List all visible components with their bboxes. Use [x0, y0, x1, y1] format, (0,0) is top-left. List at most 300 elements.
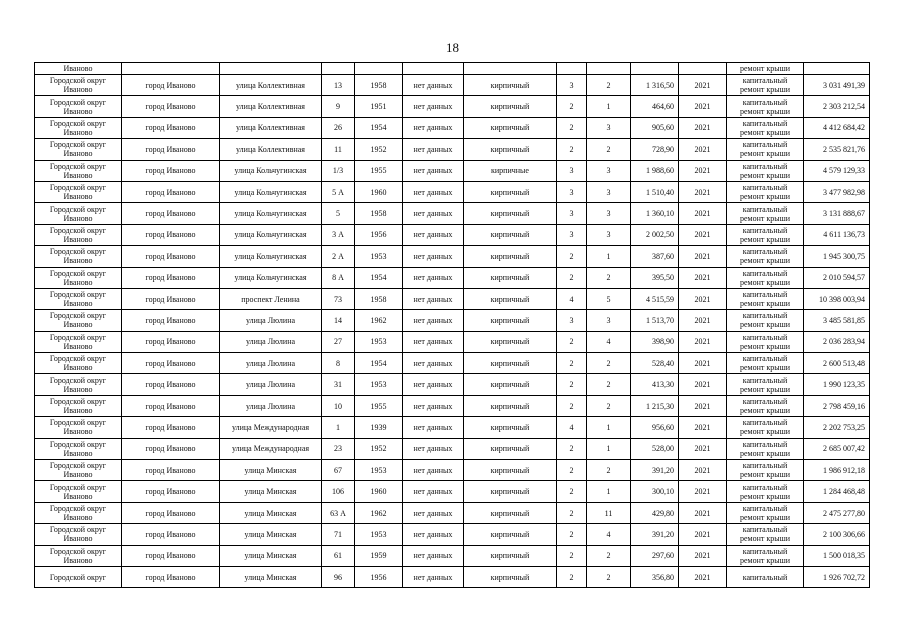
floors-cell: 2 — [557, 139, 587, 160]
table-row — [35, 331, 870, 352]
year-work-cell: 2021 — [679, 481, 727, 502]
table-row — [35, 203, 870, 224]
city-cell: город Иваново — [122, 481, 220, 502]
house-cell: 2 А — [322, 246, 355, 267]
district-cell — [35, 117, 122, 138]
year-built-cell: 1953 — [355, 374, 403, 395]
year-work-cell: 2021 — [679, 524, 727, 545]
district-cell — [35, 524, 122, 545]
work-type-cell — [727, 160, 804, 181]
wall-material-cell: кирпичный — [464, 96, 557, 117]
year-work-cell: 2021 — [679, 288, 727, 309]
wall-material-cell: кирпичный — [464, 502, 557, 523]
city-cell: город Иваново — [122, 139, 220, 160]
district-cell-line: Городской округ — [49, 439, 107, 449]
district-cell — [35, 353, 122, 374]
entrances-cell: 2 — [587, 267, 631, 288]
work-type-cell — [727, 481, 804, 502]
city-cell: город Иваново — [122, 524, 220, 545]
work-type-cell — [727, 417, 804, 438]
work-type-cell-line: ремонт крыши — [739, 170, 791, 180]
cost-cell: 3 477 982,98 — [804, 181, 870, 202]
floors-cell: 3 — [557, 203, 587, 224]
house-cell: 73 — [322, 288, 355, 309]
table-row — [35, 417, 870, 438]
year-built-cell: 1939 — [355, 417, 403, 438]
district-cell-line: Городской округ — [49, 525, 107, 535]
work-type-cell — [727, 374, 804, 395]
street-cell: улица Коллективная — [220, 75, 322, 96]
year-work-cell: 2021 — [679, 502, 727, 523]
area-cell: 1 316,50 — [631, 75, 679, 96]
district-cell — [35, 96, 122, 117]
work-type-cell-line: ремонт крыши — [739, 85, 791, 95]
area-cell: 413,30 — [631, 374, 679, 395]
district-cell-line: Городской округ — [49, 482, 107, 492]
district-cell-line: Городской округ — [49, 311, 107, 321]
district-cell-line: Городской округ — [49, 572, 107, 582]
work-type-cell-line: капитальный — [742, 76, 788, 86]
wall-material-cell: кирпичный — [464, 566, 557, 587]
house-cell: 106 — [322, 481, 355, 502]
house-cell: 13 — [322, 75, 355, 96]
series-cell: нет данных — [403, 203, 464, 224]
year-built-cell: 1953 — [355, 460, 403, 481]
series-cell: нет данных — [403, 524, 464, 545]
district-cell — [35, 417, 122, 438]
entrances-cell: 2 — [587, 374, 631, 395]
year-work-cell: 2021 — [679, 331, 727, 352]
district-cell — [35, 460, 122, 481]
street-cell: улица Минская — [220, 524, 322, 545]
year-work-cell: 2021 — [679, 160, 727, 181]
series-cell: нет данных — [403, 374, 464, 395]
work-type-cell — [727, 331, 804, 352]
street-cell: улица Кольчугинская — [220, 203, 322, 224]
work-type-cell — [727, 224, 804, 245]
district-cell-line: Иваново — [63, 213, 93, 223]
year-built-cell: 1954 — [355, 353, 403, 374]
work-type-cell — [727, 353, 804, 374]
wall-material-cell: кирпичный — [464, 310, 557, 331]
wall-material-cell: кирпичный — [464, 331, 557, 352]
district-cell — [35, 224, 122, 245]
year-work-cell: 2021 — [679, 224, 727, 245]
house-cell: 3 А — [322, 224, 355, 245]
district-cell — [35, 181, 122, 202]
work-type-cell — [727, 75, 804, 96]
house-cell: 14 — [322, 310, 355, 331]
floors-cell: 2 — [557, 96, 587, 117]
work-type-cell-line: ремонт крыши — [739, 555, 791, 565]
cost-cell: 2 798 459,16 — [804, 395, 870, 416]
series-cell: нет данных — [403, 267, 464, 288]
entrances-cell: 2 — [587, 75, 631, 96]
district-cell-line: Иваново — [63, 170, 93, 180]
city-cell: город Иваново — [122, 438, 220, 459]
table-row — [35, 181, 870, 202]
work-type-cell-line: капитальный — [742, 418, 788, 428]
work-type-cell-line: ремонт крыши — [739, 277, 791, 287]
year-built-cell: 1953 — [355, 331, 403, 352]
district-cell — [35, 502, 122, 523]
district-cell-line: Иваново — [63, 277, 93, 287]
work-type-cell — [727, 139, 804, 160]
year-work-cell — [679, 63, 727, 75]
series-cell: нет данных — [403, 395, 464, 416]
cost-cell: 4 412 684,42 — [804, 117, 870, 138]
city-cell: город Иваново — [122, 395, 220, 416]
city-cell: город Иваново — [122, 203, 220, 224]
year-work-cell: 2021 — [679, 310, 727, 331]
table-row — [35, 267, 870, 288]
house-cell: 31 — [322, 374, 355, 395]
wall-material-cell: кирпичный — [464, 395, 557, 416]
year-work-cell: 2021 — [679, 96, 727, 117]
district-cell-line: Городской округ — [49, 118, 107, 128]
district-cell-line: Городской округ — [49, 183, 107, 193]
area-cell: 528,40 — [631, 353, 679, 374]
city-cell: город Иваново — [122, 117, 220, 138]
city-cell: город Иваново — [122, 75, 220, 96]
entrances-cell: 3 — [587, 160, 631, 181]
work-type-cell-line: капитальный — [742, 183, 788, 193]
work-type-cell-line: ремонт крыши — [739, 384, 791, 394]
year-built-cell: 1952 — [355, 438, 403, 459]
district-cell-line: Иваново — [63, 448, 93, 458]
district-cell-line: Иваново — [63, 341, 93, 351]
city-cell: город Иваново — [122, 224, 220, 245]
cost-cell: 1 945 300,75 — [804, 246, 870, 267]
district-cell — [35, 75, 122, 96]
wall-material-cell: кирпичный — [464, 117, 557, 138]
work-type-cell-line: ремонт крыши — [739, 534, 791, 544]
district-cell-line: Городской округ — [49, 375, 107, 385]
work-type-cell-line: капитальный — [742, 439, 788, 449]
wall-material-cell: кирпичный — [464, 246, 557, 267]
table-row — [35, 438, 870, 459]
year-built-cell: 1953 — [355, 246, 403, 267]
work-type-cell — [727, 395, 804, 416]
street-cell: улица Кольчугинская — [220, 246, 322, 267]
street-cell: проспект Ленина — [220, 288, 322, 309]
city-cell: город Иваново — [122, 502, 220, 523]
series-cell: нет данных — [403, 117, 464, 138]
work-type-cell — [727, 288, 804, 309]
entrances-cell: 2 — [587, 545, 631, 566]
house-cell: 27 — [322, 331, 355, 352]
work-type-cell-line: ремонт крыши — [739, 299, 791, 309]
floors-cell: 2 — [557, 353, 587, 374]
area-cell: 1 360,10 — [631, 203, 679, 224]
work-type-cell — [727, 460, 804, 481]
entrances-cell: 3 — [587, 181, 631, 202]
house-cell: 67 — [322, 460, 355, 481]
wall-material-cell: кирпичный — [464, 75, 557, 96]
table-row — [35, 460, 870, 481]
street-cell: улица Коллективная — [220, 139, 322, 160]
district-cell — [35, 139, 122, 160]
year-built-cell: 1955 — [355, 160, 403, 181]
district-cell — [35, 331, 122, 352]
wall-material-cell: кирпичный — [464, 438, 557, 459]
series-cell: нет данных — [403, 353, 464, 374]
floors-cell: 4 — [557, 288, 587, 309]
year-built-cell: 1954 — [355, 267, 403, 288]
house-cell: 5 — [322, 203, 355, 224]
district-cell-line: Иваново — [63, 406, 93, 416]
year-built-cell: 1951 — [355, 96, 403, 117]
work-type-cell — [727, 203, 804, 224]
street-cell: улица Люлина — [220, 331, 322, 352]
year-built-cell: 1958 — [355, 75, 403, 96]
work-type-cell-line: капитальный — [742, 268, 788, 278]
district-cell-line: Городской округ — [49, 546, 107, 556]
table-row — [35, 75, 870, 96]
work-type-cell-line: ремонт крыши — [739, 513, 791, 522]
floors-cell: 2 — [557, 395, 587, 416]
wall-material-cell: кирпичный — [464, 545, 557, 566]
district-cell-line: Иваново — [63, 534, 93, 544]
house-cell: 8 А — [322, 267, 355, 288]
district-cell — [35, 545, 122, 566]
work-type-cell-line: капитальный — [742, 204, 788, 214]
district-cell-line: Городской округ — [49, 290, 107, 300]
work-type-cell-line: капитальный — [742, 332, 788, 342]
city-cell: город Иваново — [122, 96, 220, 117]
cost-cell: 3 131 888,67 — [804, 203, 870, 224]
district-cell-line: Городской округ — [49, 204, 107, 214]
district-cell-line: Иваново — [63, 320, 93, 330]
street-cell: улица Люлина — [220, 353, 322, 374]
district-cell-line: Городской округ — [49, 397, 107, 407]
house-cell: 8 — [322, 353, 355, 374]
street-cell: улица Минская — [220, 481, 322, 502]
work-type-cell — [727, 524, 804, 545]
year-work-cell: 2021 — [679, 267, 727, 288]
wall-material-cell: кирпичный — [464, 139, 557, 160]
district-cell-line: Иваново — [63, 363, 93, 373]
floors-cell: 3 — [557, 160, 587, 181]
work-type-cell-line: ремонт крыши — [739, 470, 791, 480]
city-cell: город Иваново — [122, 374, 220, 395]
city-cell: город Иваново — [122, 545, 220, 566]
work-type-cell-line: ремонт крыши — [739, 192, 791, 202]
area-cell: 728,90 — [631, 139, 679, 160]
series-cell: нет данных — [403, 139, 464, 160]
district-cell-line: Городской округ — [49, 332, 107, 342]
entrances-cell: 1 — [587, 481, 631, 502]
work-type-cell-line: капитальный — [742, 375, 788, 385]
wall-material-cell: кирпичный — [464, 524, 557, 545]
work-type-cell-line: капитальный — [742, 482, 788, 492]
year-work-cell: 2021 — [679, 438, 727, 459]
cost-cell: 2 036 283,94 — [804, 331, 870, 352]
district-cell-line: Городской округ — [49, 418, 107, 428]
wall-material-cell: кирпичный — [464, 288, 557, 309]
entrances-cell: 1 — [587, 417, 631, 438]
year-built-cell: 1953 — [355, 524, 403, 545]
area-cell: 4 515,59 — [631, 288, 679, 309]
street-cell: улица Минская — [220, 460, 322, 481]
wall-material-cell: кирпичный — [464, 267, 557, 288]
city-cell: город Иваново — [122, 353, 220, 374]
year-work-cell: 2021 — [679, 75, 727, 96]
cost-cell: 1 284 468,48 — [804, 481, 870, 502]
district-cell-line: Городской округ — [49, 225, 107, 235]
work-type-cell-line: ремонт крыши — [739, 256, 791, 266]
cost-cell: 1 990 123,35 — [804, 374, 870, 395]
housing-repair-table — [34, 62, 870, 588]
city-cell: город Иваново — [122, 417, 220, 438]
district-cell-line: Иваново — [63, 384, 93, 394]
year-built-cell: 1962 — [355, 310, 403, 331]
district-cell — [35, 288, 122, 309]
street-cell: улица Кольчугинская — [220, 181, 322, 202]
floors-cell: 2 — [557, 246, 587, 267]
work-type-cell-line: капитальный — [742, 504, 788, 513]
entrances-cell — [587, 63, 631, 75]
year-work-cell: 2021 — [679, 181, 727, 202]
floors-cell: 2 — [557, 460, 587, 481]
cost-cell: 2 202 753,25 — [804, 417, 870, 438]
wall-material-cell: кирпичный — [464, 203, 557, 224]
district-cell-line: Иваново — [63, 234, 93, 244]
series-cell: нет данных — [403, 545, 464, 566]
district-cell — [35, 160, 122, 181]
house-cell: 61 — [322, 545, 355, 566]
district-cell-line: Иваново — [63, 256, 93, 266]
year-built-cell: 1954 — [355, 117, 403, 138]
street-cell: улица Кольчугинская — [220, 224, 322, 245]
series-cell: нет данных — [403, 288, 464, 309]
district-cell — [35, 267, 122, 288]
work-type-cell — [727, 502, 804, 523]
house-cell: 71 — [322, 524, 355, 545]
house-cell: 9 — [322, 96, 355, 117]
street-cell: улица Люлина — [220, 374, 322, 395]
work-type-cell-line: ремонт крыши — [739, 427, 791, 437]
table-row — [35, 160, 870, 181]
year-work-cell: 2021 — [679, 246, 727, 267]
table-row — [35, 139, 870, 160]
area-cell: 297,60 — [631, 545, 679, 566]
year-built-cell: 1952 — [355, 139, 403, 160]
district-cell-line: Иваново — [63, 85, 93, 95]
cost-cell: 2 303 212,54 — [804, 96, 870, 117]
table-row — [35, 395, 870, 416]
entrances-cell: 3 — [587, 310, 631, 331]
area-cell: 1 215,30 — [631, 395, 679, 416]
district-cell-line: Городской округ — [49, 76, 107, 86]
work-type-cell — [727, 117, 804, 138]
entrances-cell: 2 — [587, 460, 631, 481]
street-cell: улица Минская — [220, 545, 322, 566]
area-cell: 905,60 — [631, 117, 679, 138]
work-type-cell — [727, 246, 804, 267]
wall-material-cell: кирпичный — [464, 460, 557, 481]
street-cell: улица Минская — [220, 502, 322, 523]
cost-cell: 2 600 513,48 — [804, 353, 870, 374]
area-cell: 956,60 — [631, 417, 679, 438]
house-cell: 26 — [322, 117, 355, 138]
city-cell: город Иваново — [122, 267, 220, 288]
work-type-cell-line: капитальный — [742, 354, 788, 364]
district-cell: Иваново — [35, 63, 122, 75]
work-type-cell — [727, 545, 804, 566]
house-cell: 5 А — [322, 181, 355, 202]
floors-cell: 3 — [557, 75, 587, 96]
wall-material-cell: кирпичный — [464, 481, 557, 502]
work-type-cell-line: капитальный — [742, 461, 788, 471]
wall-material-cell: кирпичный — [464, 224, 557, 245]
street-cell: улица Кольчугинская — [220, 160, 322, 181]
work-type-cell — [727, 438, 804, 459]
district-cell-line: Иваново — [63, 106, 93, 116]
series-cell: нет данных — [403, 502, 464, 523]
house-cell: 10 — [322, 395, 355, 416]
floors-cell: 2 — [557, 481, 587, 502]
table-row — [35, 353, 870, 374]
area-cell: 356,80 — [631, 566, 679, 587]
street-cell: улица Люлина — [220, 395, 322, 416]
cost-cell: 2 685 007,42 — [804, 438, 870, 459]
area-cell: 1 510,40 — [631, 181, 679, 202]
floors-cell: 2 — [557, 502, 587, 523]
district-cell-line: Городской округ — [49, 504, 107, 513]
wall-material-cell: кирпичный — [464, 417, 557, 438]
entrances-cell: 3 — [587, 224, 631, 245]
table-row — [35, 96, 870, 117]
floors-cell: 3 — [557, 181, 587, 202]
year-work-cell: 2021 — [679, 374, 727, 395]
table-row — [35, 481, 870, 502]
year-built-cell: 1960 — [355, 481, 403, 502]
work-type-cell-line: капитальный — [742, 97, 788, 107]
city-cell: город Иваново — [122, 331, 220, 352]
city-cell: город Иваново — [122, 246, 220, 267]
house-cell: 96 — [322, 566, 355, 587]
work-type-cell-line: капитальный — [742, 225, 788, 235]
wall-material-cell: кирпичный — [464, 353, 557, 374]
floors-cell: 2 — [557, 331, 587, 352]
year-work-cell: 2021 — [679, 545, 727, 566]
work-type-cell-line: ремонт крыши — [739, 320, 791, 330]
wall-material-cell: кирпичный — [464, 181, 557, 202]
work-type-cell-line: ремонт крыши — [739, 363, 791, 373]
year-built-cell: 1958 — [355, 203, 403, 224]
table-row — [35, 117, 870, 138]
work-type-cell — [727, 267, 804, 288]
work-type-cell-line: капитальный — [742, 546, 788, 556]
district-cell-line: Городской округ — [49, 247, 107, 257]
work-type-cell-line: ремонт крыши — [739, 448, 791, 458]
house-cell: 63 А — [322, 502, 355, 523]
wall-material-cell: кирпичные — [464, 160, 557, 181]
page-number: 18 — [446, 40, 459, 55]
series-cell: нет данных — [403, 75, 464, 96]
floors-cell: 2 — [557, 374, 587, 395]
house-cell: 23 — [322, 438, 355, 459]
entrances-cell: 1 — [587, 96, 631, 117]
series-cell: нет данных — [403, 460, 464, 481]
district-cell-line: Городской округ — [49, 140, 107, 150]
district-cell — [35, 310, 122, 331]
floors-cell: 2 — [557, 545, 587, 566]
table-row — [35, 502, 870, 523]
street-cell: улица Коллективная — [220, 117, 322, 138]
cost-cell: 10 398 003,94 — [804, 288, 870, 309]
